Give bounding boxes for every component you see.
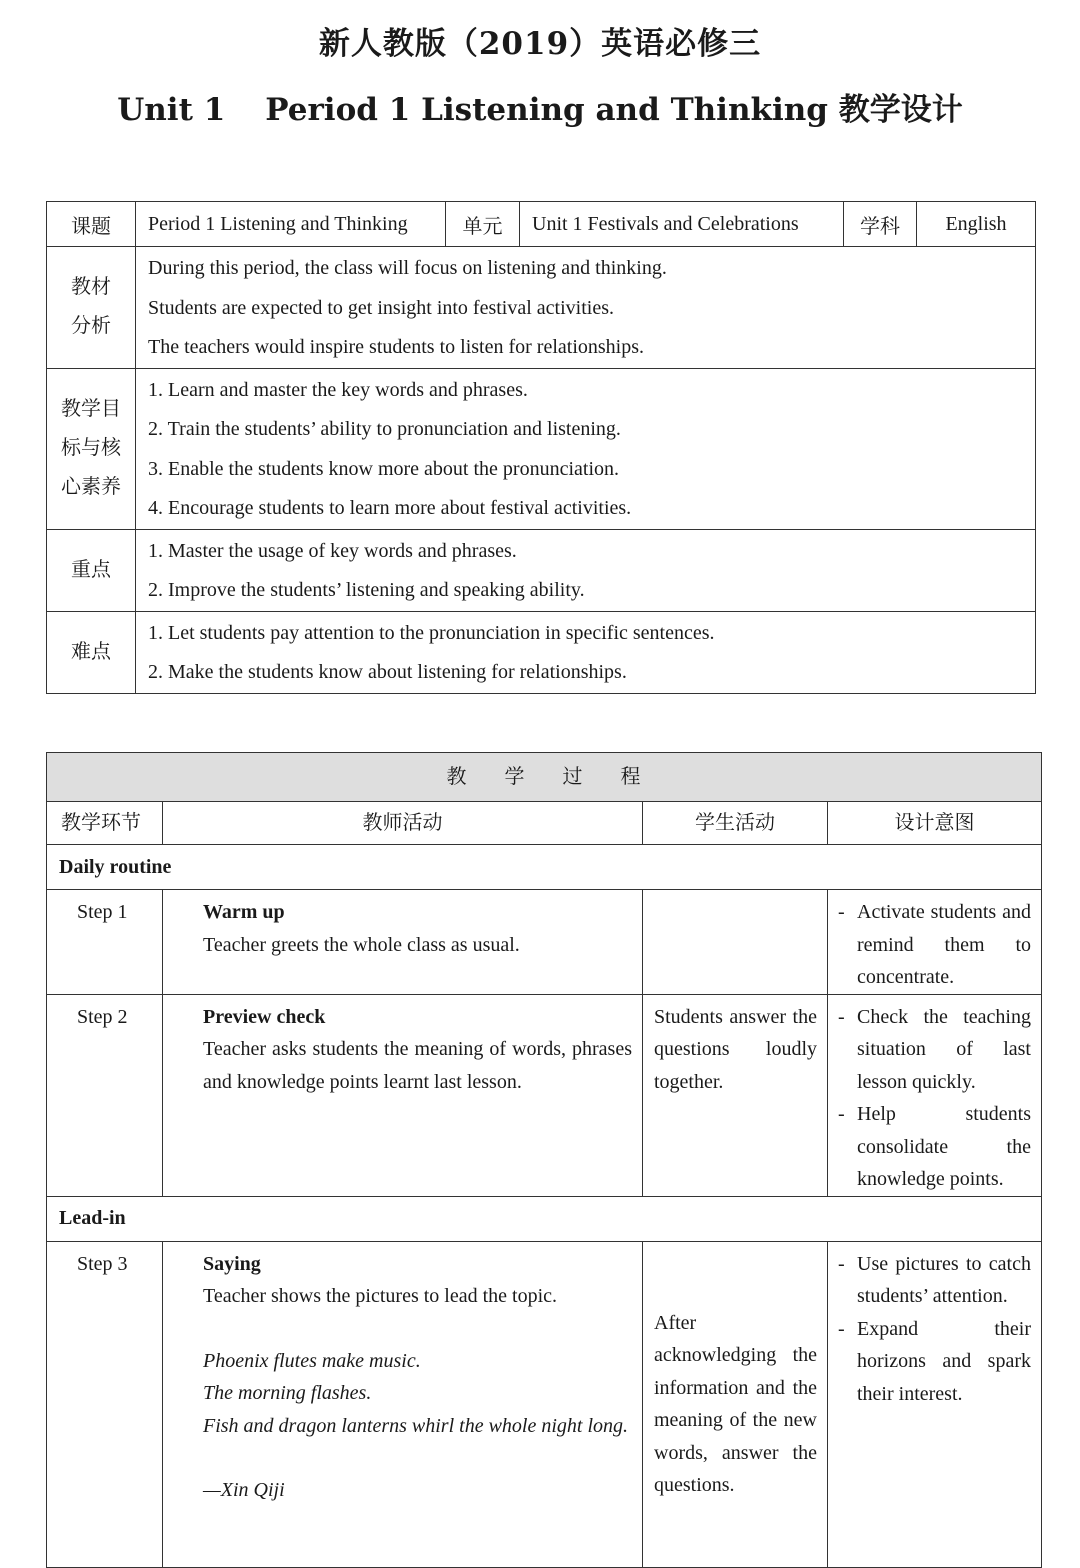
difficulties-body xyxy=(136,611,1036,693)
poem-line: The morning flashes. xyxy=(203,1382,372,1404)
section-row xyxy=(47,1196,1042,1241)
poem-line: Fish and dragon lanterns whirl the whole night long. xyxy=(203,1414,629,1437)
teacher-activity xyxy=(163,1241,643,1567)
teacher-activity xyxy=(163,890,643,995)
step-label: Step 1 xyxy=(47,890,163,995)
col-stage: 教学环节 xyxy=(47,802,163,845)
activity-title: Preview check xyxy=(203,1005,326,1028)
keypoint-line: 2. Improve the students’ listening and speaking ability. xyxy=(148,579,585,601)
step-row xyxy=(47,890,1042,995)
analysis-line: Students are expected to get insight into festival activities. xyxy=(148,296,614,319)
activity-text: Teacher shows the pictures to lead the topic. xyxy=(203,1285,558,1307)
step-row xyxy=(47,1241,1042,1567)
step-label: Step 3 xyxy=(47,1241,163,1567)
goals-row xyxy=(47,368,1036,529)
design-intent xyxy=(828,890,1042,995)
difficulty-line: 1. Let students pay attention to the pronunciation in specific sentences. xyxy=(148,621,715,644)
difficulties-row xyxy=(47,611,1036,693)
step-label: Step 2 xyxy=(47,994,163,1196)
step-row xyxy=(47,994,1042,1196)
lesson-info-table xyxy=(46,201,1036,694)
process-banner: 教学过程 xyxy=(47,753,1042,802)
keypoints-body xyxy=(136,529,1036,611)
process-column-headers xyxy=(47,802,1042,845)
intent-item: - Activate students and remind them to concentrate. xyxy=(838,901,1031,988)
poem-author: —Xin Qiji xyxy=(203,1479,285,1501)
period-label: Period 1 Listening and Thinking 教学设计 xyxy=(265,92,963,128)
section-lead-in: Lead-in xyxy=(47,1196,1042,1241)
intent-item: - Expand their horizons and spark their interest. xyxy=(838,1317,1031,1405)
analysis-label: 教材分析 xyxy=(47,247,136,369)
unit-value: Unit 1 Festivals and Celebrations xyxy=(520,202,844,247)
design-intent xyxy=(828,994,1042,1196)
topic-label: 课题 xyxy=(47,202,136,247)
difficulty-line: 2. Make the students know about listening for relationships. xyxy=(148,661,627,683)
teacher-activity xyxy=(163,994,643,1196)
unit-label: Unit 1 xyxy=(117,92,226,128)
analysis-body xyxy=(136,247,1036,369)
student-activity xyxy=(643,890,828,995)
process-banner-row xyxy=(47,753,1042,802)
section-daily-routine: Daily routine xyxy=(47,845,1042,890)
design-intent xyxy=(828,1241,1042,1567)
intent-item: - Use pictures to catch students’ attention. xyxy=(838,1252,1031,1307)
poem-line: Phoenix flutes make music. xyxy=(203,1349,421,1372)
teaching-process-table xyxy=(46,752,1042,1568)
goal-line: 4. Encourage students to learn more about festival activities. xyxy=(148,497,632,519)
goal-line: 2. Train the students’ ability to pronunciation and listening. xyxy=(148,418,621,440)
unit-label-cell: 单元 xyxy=(446,202,520,247)
document-title: 新人教版（2019）英语必修三 xyxy=(318,26,762,62)
subject-label: 学科 xyxy=(844,202,917,247)
goals-label: 教学目标与核心素养 xyxy=(47,368,136,529)
activity-title: Warm up xyxy=(203,901,285,923)
col-teacher: 教师活动 xyxy=(163,802,643,845)
col-student: 学生活动 xyxy=(643,802,828,845)
keypoint-line: 1. Master the usage of key words and phrases. xyxy=(148,539,517,562)
analysis-line: The teachers would inspire students to listen for relationships. xyxy=(148,336,645,358)
goal-line: 3. Enable the students know more about the pronunciation. xyxy=(148,457,620,480)
activity-title: Saying xyxy=(203,1252,261,1275)
intent-item: - Check the teaching situation of last lesson quickly. xyxy=(838,1005,1031,1093)
goal-line: 1. Learn and master the key words and phrases. xyxy=(148,378,528,401)
subject-value: English xyxy=(917,202,1036,247)
col-intent: 设计意图 xyxy=(828,802,1042,845)
goals-body xyxy=(136,368,1036,529)
student-activity: Students answer the questions loudly together. xyxy=(643,994,828,1196)
topic-value: Period 1 Listening and Thinking xyxy=(136,202,446,247)
activity-text: Teacher asks students the meaning of words, phrases and knowledge points learnt last lesson. xyxy=(203,1038,632,1093)
document-subtitle xyxy=(0,84,1080,129)
info-header-row xyxy=(47,202,1036,247)
analysis-row xyxy=(47,247,1036,369)
analysis-line: During this period, the class will focus on listening and thinking. xyxy=(148,257,667,279)
difficulties-label: 难点 xyxy=(47,611,136,693)
intent-item: - Help students consolidate the knowledge points. xyxy=(838,1103,1031,1190)
keypoints-label: 重点 xyxy=(47,529,136,611)
section-row xyxy=(47,845,1042,890)
student-activity: After acknowledging the information and the meaning of the new words, answer the questions. xyxy=(643,1241,828,1567)
activity-text: Teacher greets the whole class as usual. xyxy=(203,933,520,956)
keypoints-row xyxy=(47,529,1036,611)
